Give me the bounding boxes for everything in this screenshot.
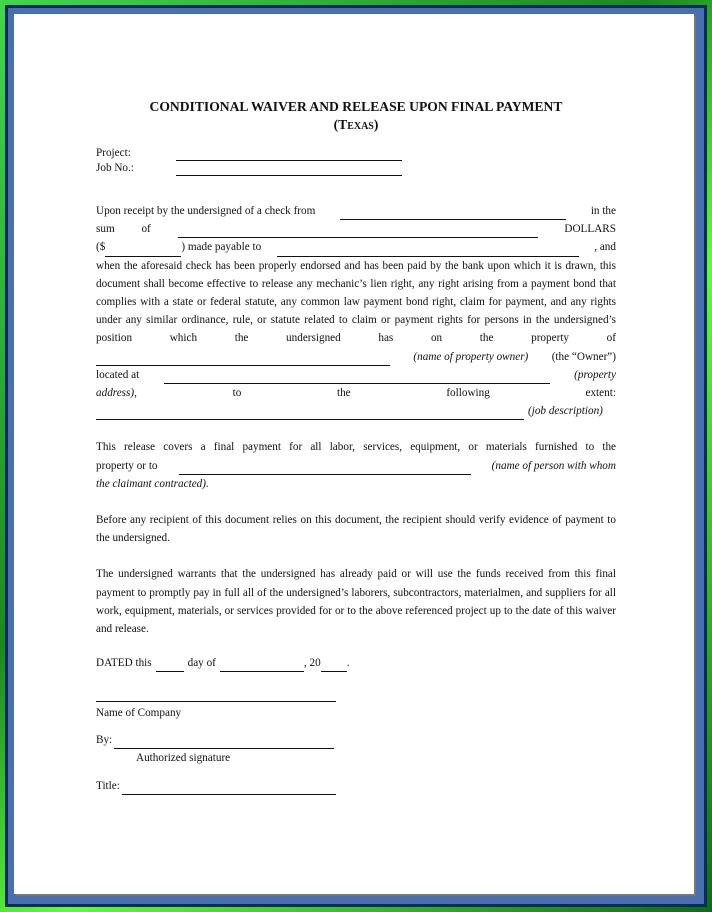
person-label: (name of person with whom <box>491 459 616 472</box>
owner-tail: (the “Owner”) <box>551 350 616 363</box>
p2-line2 <box>96 457 616 475</box>
p1-address-line <box>96 384 616 402</box>
title-state: (Texas) <box>333 117 379 132</box>
by-row <box>96 731 616 749</box>
word-following: following <box>446 387 490 400</box>
p1-payable: ) made payable to <box>181 241 262 254</box>
amount-number-field[interactable] <box>105 244 181 257</box>
project-fields <box>96 146 616 176</box>
p2-property-or-to: property or to <box>96 459 158 472</box>
claimant-label: the claimant contracted). <box>96 477 209 490</box>
p1-line1 <box>96 202 616 220</box>
document-page <box>14 14 694 894</box>
day-of-label: day of <box>187 657 216 670</box>
address-label: address), <box>96 387 137 400</box>
dated-period: . <box>346 657 350 670</box>
signature-field[interactable] <box>114 736 334 749</box>
title-row <box>96 777 616 795</box>
p1-of: of <box>141 223 151 236</box>
company-field[interactable] <box>96 700 336 702</box>
title-line: CONDITIONAL WAIVER AND RELEASE UPON FINAL PAYMENT <box>149 99 563 114</box>
p1-line2 <box>96 220 616 238</box>
year-field[interactable] <box>321 659 347 672</box>
document-title <box>96 98 616 134</box>
project-field[interactable] <box>176 148 402 161</box>
p1-and: , and <box>594 241 616 254</box>
auth-sig-label: Authorized signature <box>136 751 231 764</box>
signature-block <box>96 731 616 767</box>
company-block <box>96 700 336 722</box>
p1-sum: sum <box>96 223 115 236</box>
p1-dollar-sign: ($ <box>96 241 106 254</box>
day-field[interactable] <box>156 659 184 672</box>
jobno-field[interactable] <box>176 163 402 176</box>
paragraph-3: Before any recipient of this document relies on this document, the recipient should verify evidence of payment to the undersigned. <box>96 514 616 545</box>
amount-words-field[interactable] <box>178 225 538 238</box>
p1-body: when the aforesaid check has been properly endorsed and has been paid by the bank upon which it is drawn, this document shall become effective to release any mechanic’s lien right, any right arising from a payment bond that complies with a state or federal statute, any common law payment bond right, claim for payment, and any rights under any similar ordinance, rule, or statute related to claim or payment rights for persons in the undersigned’s position which the undersigned has on the property of <box>96 259 616 345</box>
title-label: Title: <box>96 780 120 793</box>
project-label: Project: <box>96 147 131 159</box>
dated-line <box>96 654 616 672</box>
located-at: located at <box>96 368 140 381</box>
owner-label: (name of property owner) <box>413 350 529 363</box>
location-field[interactable] <box>164 371 550 384</box>
paragraph-4: The undersigned warrants that the undersigned has already paid or will use the funds received from this final payment to promptly pay in full all of the undersigned’s laborers, subcontractors, materialmen, and suppliers for all work, equipment, materials, or services provided for or to the above referenced project up to the date of this waiver and release. <box>96 568 616 636</box>
year-prefix: , 20 <box>303 657 321 670</box>
p2-text: This release covers a final payment for all labor, services, equipment, or materials furnished to the <box>96 441 616 454</box>
p1-owner-line <box>96 348 616 366</box>
paragraph-2 <box>96 438 616 493</box>
property-label: (property <box>574 368 616 381</box>
payer-field[interactable] <box>340 207 566 220</box>
amount-group <box>96 238 261 256</box>
payee-field[interactable] <box>277 244 579 257</box>
p1-located-line <box>96 366 616 384</box>
word-the: the <box>336 387 351 400</box>
word-extent: extent: <box>585 387 616 400</box>
contracted-person-field[interactable] <box>179 462 471 475</box>
company-label: Name of Company <box>96 707 182 720</box>
p1-job-line <box>96 402 616 420</box>
dated-label: DATED this <box>96 657 152 670</box>
title-field[interactable] <box>122 782 336 795</box>
word-to: to <box>232 387 242 400</box>
by-label: By: <box>96 733 113 746</box>
jobno-row <box>96 161 616 176</box>
job-description-field[interactable] <box>96 407 524 420</box>
owner-field[interactable] <box>96 353 390 366</box>
p1-dollars: DOLLARS <box>564 223 616 236</box>
paragraph-1 <box>96 202 616 420</box>
month-field[interactable] <box>220 659 304 672</box>
jobno-label: Job No.: <box>96 162 134 174</box>
project-row <box>96 146 616 161</box>
p1-text-a: Upon receipt by the undersigned of a check from <box>96 205 316 217</box>
p1-line3 <box>96 238 616 256</box>
waiver-document <box>96 98 616 795</box>
p1-text-b: in the <box>590 205 616 217</box>
job-label: (job description) <box>528 405 603 418</box>
